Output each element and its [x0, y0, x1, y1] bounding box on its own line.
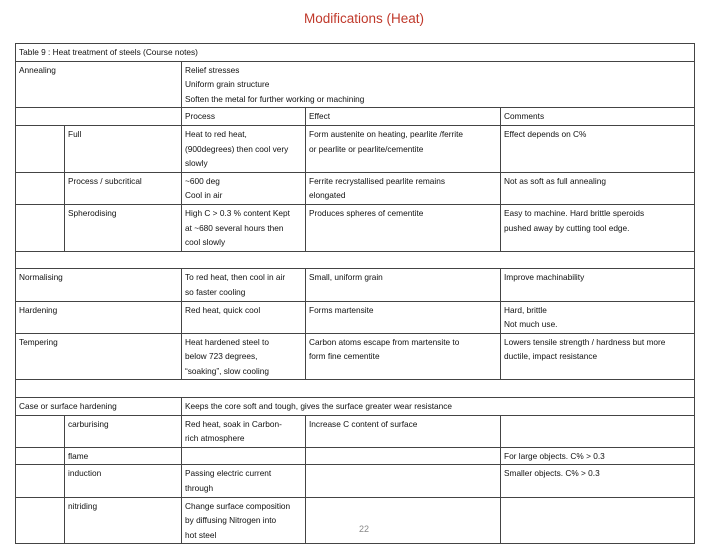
annealing-point: Soften the metal for further working or machining	[185, 93, 365, 104]
tempering-label: Tempering	[16, 333, 182, 380]
comments-cell	[501, 465, 695, 497]
process-line: at ~680 several hours then	[185, 222, 284, 233]
effect-cell	[306, 465, 501, 497]
effect-cell	[306, 497, 501, 544]
comment-line: Lowers tensile strength / hardness but more	[504, 336, 666, 347]
effect-line: elongated	[309, 190, 346, 201]
page-number: 22	[358, 524, 369, 534]
annealing-row	[16, 61, 695, 108]
row-name: nitriding	[65, 497, 182, 544]
row-name: Full	[65, 125, 182, 172]
annealing-header-row	[16, 108, 695, 126]
row-name: Spherodising	[65, 204, 182, 251]
indent-cell	[16, 125, 65, 172]
table-caption: Table 9 : Heat treatment of steels (Course notes)	[16, 44, 695, 62]
process-line: Heat hardened steel to	[185, 336, 269, 347]
process-cell	[182, 497, 306, 544]
comments-cell	[501, 415, 695, 447]
indent-cell	[16, 447, 65, 465]
effect-cell	[306, 415, 501, 447]
comments-cell	[501, 497, 695, 544]
comment-line: Not as soft as full annealing	[504, 175, 606, 186]
indent-cell	[16, 172, 65, 204]
caption-row	[16, 44, 695, 62]
effect-line: Forms martensite	[309, 304, 374, 315]
row-name: Process / subcritical	[65, 172, 182, 204]
process-line: cool slowly	[185, 237, 226, 248]
effect-line: Small, uniform grain	[309, 272, 383, 283]
table-row	[16, 497, 695, 544]
row-name: carburising	[65, 415, 182, 447]
effect-cell	[306, 333, 501, 380]
process-cell	[182, 204, 306, 251]
process-line: through	[185, 483, 214, 494]
effect-line: Form austenite on heating, pearlite /ferrite	[309, 128, 464, 139]
table-row	[16, 125, 695, 172]
blank-cell	[16, 380, 695, 398]
process-line: High C > 0.3 % content Kept	[185, 207, 290, 218]
process-line: hot steel	[185, 529, 217, 540]
spacer-row	[16, 251, 695, 269]
page-title: Modifications (Heat)	[303, 11, 425, 26]
process-line: ~600 deg	[185, 175, 220, 186]
process-line: Red heat, quick cool	[185, 304, 261, 315]
table-row	[16, 447, 695, 465]
comment-line: Improve machinability	[504, 272, 585, 283]
process-line: rich atmosphere	[185, 433, 245, 444]
annealing-point: Relief stresses	[185, 64, 240, 75]
process-cell	[182, 172, 306, 204]
process-line: by diffusing Nitrogen into	[185, 515, 277, 526]
comment-line: ductile, impact resistance	[504, 351, 598, 362]
indent-cell	[16, 204, 65, 251]
process-cell	[182, 333, 306, 380]
process-line: (900degrees) then cool very	[185, 143, 289, 154]
header-effect: Effect	[306, 108, 501, 126]
indent-cell	[16, 497, 65, 544]
process-cell	[182, 465, 306, 497]
hardening-row	[16, 301, 695, 333]
case-hardening-row	[16, 398, 695, 416]
comments-cell	[501, 301, 695, 333]
spacer-row	[16, 380, 695, 398]
comments-cell	[501, 333, 695, 380]
heat-treatment-table	[15, 43, 695, 544]
process-line: “soaking”, slow cooling	[185, 365, 269, 376]
effect-cell	[306, 204, 501, 251]
comment-line: Smaller objects. C% > 0.3	[504, 468, 600, 479]
table-row	[16, 415, 695, 447]
header-comments: Comments	[501, 108, 695, 126]
hardening-label: Hardening	[16, 301, 182, 333]
annealing-label: Annealing	[16, 61, 182, 108]
comments-cell	[501, 269, 695, 301]
effect-line: Produces spheres of cementite	[309, 207, 424, 218]
comments-cell	[501, 172, 695, 204]
process-cell	[182, 125, 306, 172]
blank-cell	[16, 108, 182, 126]
process-line: below 723 degrees,	[185, 351, 258, 362]
process-cell	[182, 447, 306, 465]
effect-line: Ferrite recrystallised pearlite remains	[309, 175, 446, 186]
case-hardening-note: Keeps the core soft and tough, gives the surface greater wear resistance	[182, 398, 695, 416]
tempering-row	[16, 333, 695, 380]
comment-line: Easy to machine. Hard brittle speroids	[504, 207, 645, 218]
comment-line: Not much use.	[504, 319, 558, 330]
row-name: induction	[65, 465, 182, 497]
process-line: so faster cooling	[185, 286, 246, 297]
process-line: Red heat, soak in Carbon-	[185, 418, 282, 429]
indent-cell	[16, 415, 65, 447]
effect-cell	[306, 125, 501, 172]
process-cell	[182, 269, 306, 301]
indent-cell	[16, 465, 65, 497]
comment-line: pushed away by cutting tool edge.	[504, 222, 630, 233]
process-line: slowly	[185, 158, 208, 169]
blank-cell	[16, 251, 695, 269]
process-line: Heat to red heat,	[185, 128, 247, 139]
comment-line: Effect depends on C%	[504, 128, 587, 139]
process-line: Passing electric current	[185, 468, 272, 479]
comments-cell	[501, 125, 695, 172]
normalising-row	[16, 269, 695, 301]
normalising-label: Normalising	[16, 269, 182, 301]
effect-line: Carbon atoms escape from martensite to	[309, 336, 460, 347]
case-hardening-label: Case or surface hardening	[16, 398, 182, 416]
process-cell	[182, 415, 306, 447]
effect-line: or pearlite or pearlite/cementite	[309, 143, 424, 154]
effect-line: form fine cementite	[309, 351, 380, 362]
annealing-point: Uniform grain structure	[185, 79, 270, 90]
effect-cell	[306, 301, 501, 333]
comments-cell	[501, 204, 695, 251]
process-line: Change surface composition	[185, 500, 291, 511]
process-line: Cool in air	[185, 190, 223, 201]
process-cell	[182, 301, 306, 333]
effect-cell	[306, 269, 501, 301]
table-row	[16, 204, 695, 251]
process-line: To red heat, then cool in air	[185, 272, 286, 283]
comment-line: Hard, brittle	[504, 304, 547, 315]
effect-cell	[306, 447, 501, 465]
comments-cell	[501, 447, 695, 465]
effect-line: Increase C content of surface	[309, 418, 418, 429]
table-row	[16, 172, 695, 204]
effect-cell	[306, 172, 501, 204]
annealing-points	[182, 61, 695, 108]
row-name: flame	[65, 447, 182, 465]
comment-line: For large objects. C% > 0.3	[504, 450, 605, 461]
table-row	[16, 465, 695, 497]
header-process: Process	[182, 108, 306, 126]
